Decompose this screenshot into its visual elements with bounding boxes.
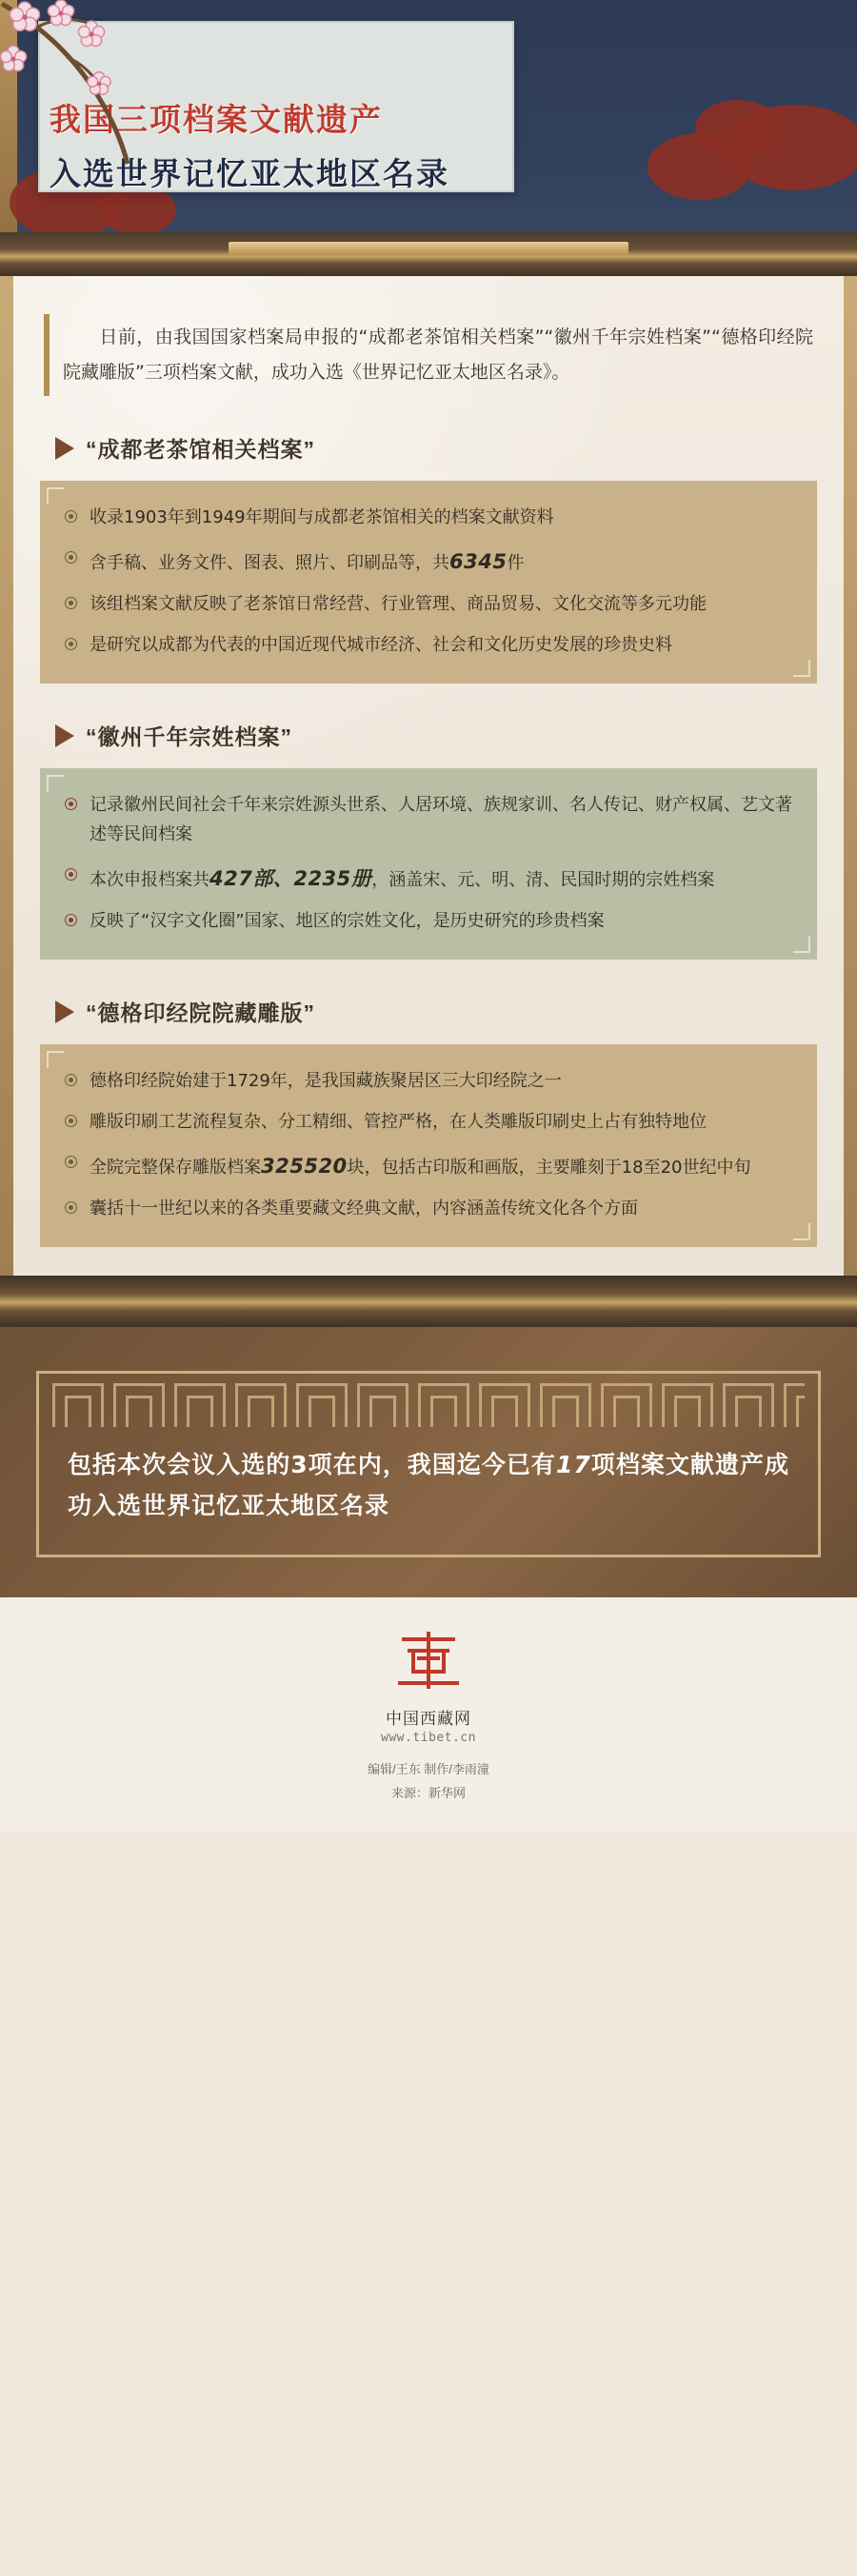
bullet-icon (65, 638, 77, 650)
bullet-icon (65, 798, 77, 810)
section-card (40, 481, 817, 684)
list-item-text-suffix: 块，包括古印版和画版，主要雕刻于18至20世纪中旬 (347, 1157, 751, 1178)
list-item-text: 囊括十一世纪以来的各类重要藏文经典文献，内容涵盖传统文化各个方面 (90, 1199, 638, 1219)
list-item (65, 631, 792, 661)
list-item (65, 1149, 792, 1183)
source-line: 来源：新华网 (390, 1785, 466, 1800)
section-huizhou-lineage (0, 720, 857, 960)
bullet-icon (65, 597, 77, 609)
section-dege-printing-house (0, 996, 857, 1247)
section-header (55, 996, 857, 1027)
list-item (65, 791, 792, 850)
greek-fret-pattern-icon (52, 1383, 805, 1433)
list-item (65, 1067, 792, 1097)
conclusion-text (68, 1444, 789, 1526)
list-item-text-suffix: 件 (507, 553, 525, 574)
section-title: “徽州千年宗姓档案” (86, 724, 292, 750)
page-title-line-2: 入选世界记忆亚太地区名录 (50, 156, 449, 191)
conclusion-banner (0, 1327, 857, 1597)
bullet-icon (65, 868, 77, 881)
fact-list (65, 1067, 792, 1224)
bullet-icon (65, 551, 77, 564)
list-item-text: 含手稿、业务文件、图表、照片、印刷品等，共 (90, 553, 449, 574)
list-item (65, 1108, 792, 1138)
triangle-bullet-icon (55, 724, 74, 747)
section-card (40, 1044, 817, 1247)
site-name: 中国西藏网 (386, 1710, 471, 1728)
list-item-text: 雕版印刷工艺流程复杂、分工精细、管控严格，在人类雕版印刷史上占有独特地位 (90, 1111, 707, 1132)
list-item-text: 记录徽州民间社会千年来宗姓源头世系、人居环境、族规家训、名人传记、财产权属、艺文著述等民间档案 (90, 795, 792, 845)
fact-list (65, 791, 792, 937)
plum-blossom-branch-icon (0, 0, 219, 181)
bullet-icon (65, 1201, 77, 1214)
list-item-number: 6345 (449, 550, 508, 574)
right-gold-rail (844, 276, 857, 1276)
triangle-bullet-icon (55, 1001, 74, 1023)
bullet-icon (65, 1156, 77, 1168)
list-item (65, 862, 792, 896)
bullet-icon (65, 1074, 77, 1086)
content-body (0, 276, 857, 1276)
credit-line: 编辑/王东 制作/李雨潼 (368, 1762, 489, 1776)
list-item-text: 该组档案文献反映了老茶馆日常经营、行业管理、商品贸易、文化交流等多元功能 (90, 594, 707, 615)
list-item (65, 545, 792, 579)
list-item (65, 590, 792, 620)
lead-text: 日前，由我国国家档案局申报的“成都老茶馆相关档案”“徽州千年宗姓档案”“德格印经院院藏雕版”三项档案文献，成功入选《世界记忆亚太地区名录》。 (63, 327, 813, 384)
section-card (40, 768, 817, 960)
hero-banner (0, 0, 857, 276)
bullet-icon (65, 914, 77, 926)
triangle-bullet-icon (55, 437, 74, 460)
conclusion-number: 17 (555, 1451, 591, 1478)
list-item-text-suffix: ，涵盖宋、元、明、清、民国时期的宗姓档案 (371, 869, 715, 890)
section-chengdu-teahouse (0, 432, 857, 684)
left-gold-rail (0, 276, 13, 1276)
lead-paragraph (44, 314, 813, 396)
list-item-text: 本次申报档案共 (90, 869, 209, 890)
list-item (65, 907, 792, 937)
list-item-text: 是研究以成都为代表的中国近现代城市经济、社会和文化历史发展的珍贵史料 (90, 635, 672, 656)
fact-list (65, 504, 792, 661)
list-item (65, 1195, 792, 1224)
conclusion-text-part2: 项档案文献遗产成功入选世界记忆亚太地区名录 (68, 1451, 789, 1519)
section-title: “成都老茶馆相关档案” (86, 437, 315, 463)
list-item-text: 德格印经院始建于1729年，是我国藏族聚居区三大印经院之一 (90, 1071, 562, 1092)
conclusion-frame (36, 1371, 821, 1557)
list-item (65, 504, 792, 533)
list-item-number: 325520 (261, 1154, 348, 1178)
bullet-icon (65, 510, 77, 523)
section-header (55, 432, 857, 464)
list-item-text: 收录1903年到1949年期间与成都老茶馆相关的档案文献资料 (90, 507, 554, 528)
hero-gold-divider (0, 232, 857, 276)
section-header (55, 720, 857, 751)
list-item-text: 全院完整保存雕版档案 (90, 1157, 261, 1178)
cloud-decoration (695, 100, 781, 157)
list-item-text: 反映了“汉字文化圈”国家、地区的宗姓文化，是历史研究的珍贵档案 (90, 911, 605, 932)
footer (0, 1597, 857, 1832)
site-url[interactable]: www.tibet.cn (381, 1731, 476, 1745)
gold-divider (0, 1276, 857, 1327)
section-title: “德格印经院院藏雕版” (86, 1001, 315, 1026)
bullet-icon (65, 1115, 77, 1127)
page-title-line-1: 我国三项档案文献遗产 (50, 102, 383, 137)
tibet-logo-icon (394, 1630, 463, 1691)
list-item-number: 427部、2235册 (209, 866, 372, 890)
conclusion-text-part1: 包括本次会议入选的3项在内，我国迄今已有 (68, 1451, 556, 1478)
